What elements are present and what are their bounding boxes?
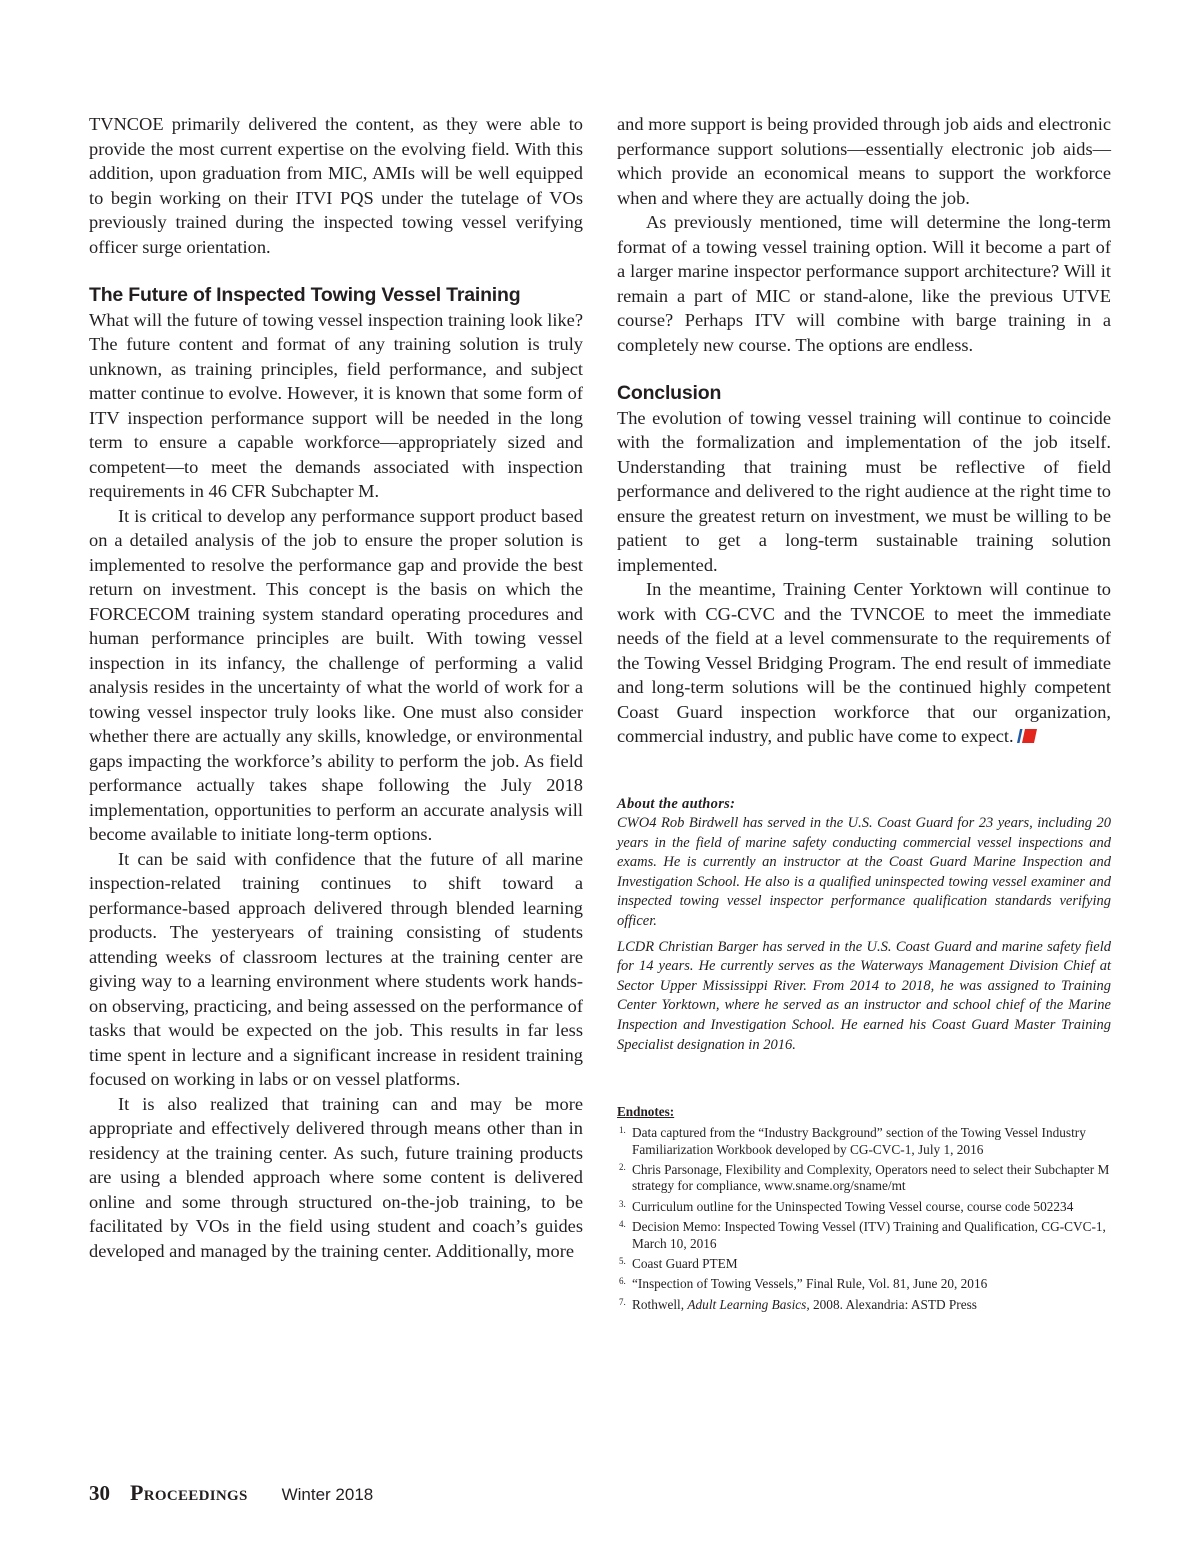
endnotes <box>617 1103 1111 1313</box>
endnote-number: 4. <box>619 1219 626 1230</box>
continued-paragraph: and more support is being provided through job aids and electronic performance support solutions—essentially electronic job aids—which provide an economical means to support the workforce when and where they are actually doing the job. <box>617 114 1111 208</box>
endnote-number: 1. <box>619 1125 626 1136</box>
endnote-text-after: 2008. Alexandria: ASTD Press <box>809 1296 977 1312</box>
future-paragraph-4: It is also realized that training can and may be more appropriate and effectively delivered through means other than in residency at the training center. As such, future training products are using a blended approach where some content is delivered online and some through structured on-the-job training, to be facilitated by VOs in the field using student and coach’s guides developed and managed by the training center. Additionally, more <box>89 1093 583 1261</box>
issue-label: Winter 2018 <box>281 1485 374 1504</box>
right-column <box>617 112 1111 1317</box>
endnotes-title: Endnotes: <box>617 1104 675 1120</box>
endnote-number: 2. <box>619 1162 626 1173</box>
about-authors-title: About the authors: <box>617 795 736 812</box>
endnote-text-before: Rothwell, <box>632 1296 688 1312</box>
endnote-number: 3. <box>619 1198 626 1209</box>
endnote-text: Chris Parsonage, Flexibility and Complexity, Operators need to select their Subchapter M strategy for compliance, www.sname.org/sname/mt <box>632 1162 1110 1194</box>
endnote-number: 6. <box>619 1276 626 1287</box>
continued-paragraph-2: As previously mentioned, time will determine the long-term format of a towing vessel training option. Will it become a part of a larger marine inspector performance support architecture? Will it remain a part of MIC or stand-alone, like the previous UTVE course? Perhaps ITV will combine with barge training in a completely new course. The options are endless. <box>617 212 1111 355</box>
about-authors <box>617 795 1111 1056</box>
endnote-text: Data captured from the “Industry Background” section of the Towing Vessel Industry Familiarization Workbook developed by CG-CVC-1, July 1, 2016 <box>632 1125 1086 1157</box>
endnote-item <box>617 1199 1111 1215</box>
future-paragraph-1: What will the future of towing vessel inspection training look like? The future content and format of any training solution is truly unknown, as training principles, field performance, and subject matter continue to evolve. However, it is known that some form of ITV inspection performance support will be needed in the long term to ensure a capable workforce—appropriately sized and competent—to meet the demands associated with inspection requirements in 46 CFR Subchapter M. <box>89 309 583 501</box>
section-heading-future: The Future of Inspected Towing Vessel Training <box>89 284 521 306</box>
endnote-text: Decision Memo: Inspected Towing Vessel (ITV) Training and Qualification, CG-CVC-1, March 10, 2016 <box>632 1219 1106 1251</box>
endnote-text: Curriculum outline for the Uninspected Towing Vessel course, course code 502234 <box>632 1198 1074 1214</box>
endnote-item <box>617 1297 1111 1313</box>
endnote-item <box>617 1219 1111 1252</box>
publication-name: Proceedings <box>130 1480 248 1505</box>
page-number: 30 <box>89 1481 110 1505</box>
endnote-text: Coast Guard PTEM <box>632 1256 738 1272</box>
endnote-text: “Inspection of Towing Vessels,” Final Rule, Vol. 81, June 20, 2016 <box>632 1276 988 1292</box>
intro-paragraph: TVNCOE primarily delivered the content, as they were able to provide the most current expertise on the evolving field. With this addition, upon graduation from MIC, AMIs will be well equipped to begin working on their ITVI PQS under the tutelage of VOs previously trained during the inspected towing vessel verifying officer surge orientation. <box>89 114 583 257</box>
author-bio-barger: LCDR Christian Barger has served in the U.S. Coast Guard and marine safety field for 14 years. He currently serves as the Waterways Management Division Chief at Sector Upper Mississippi River. From 2014 to 2018, he was assigned to Training Center Yorktown, where he served as an instructor and school chief of the Marine Inspection and Investigation School. He earned his Coast Guard Master Training Specialist designation in 2016. <box>617 938 1111 1053</box>
section-heading-conclusion: Conclusion <box>617 382 722 404</box>
left-column <box>89 112 583 1263</box>
endnote-number: 7. <box>619 1296 626 1307</box>
end-of-article-icon <box>1017 729 1037 743</box>
future-paragraph-3: It can be said with confidence that the future of all marine inspection-related training continues to shift toward a performance-based approach delivered through blended learning products. The yesteryears of training consisting of students attending weeks of classroom lectures at the training center are giving way to a learning environment where students work hands-on observing, practicing, and being assessed on the performance of tasks that would be expected on the job. This results in far less time spent in lecture and a significant increase in resident training focused on working in labs or on vessel platforms. <box>89 848 583 1089</box>
future-paragraph-2: It is critical to develop any performance support product based on a detailed analysis of the job to ensure the proper solution is implemented to resolve the performance gap and provide the best return on investment. This concept is the basis on which the FORCECOM training system standard operating procedures and human performance principles are built. With towing vessel inspection in its infancy, the challenge of performing a valid analysis resides in the uncertainty of what the world of work for a towing vessel inspector truly looks like. One must also consider whether there are actually any skills, knowledge, or environmental gaps impacting the workforce’s ability to perform the job. As field performance actually takes shape following the July 2018 implementation, opportunities to perform an accurate analysis will become available to initiate long-term options. <box>89 505 583 844</box>
conclusion-paragraph-1: The evolution of towing vessel training will continue to coincide with the formalization and implementation of the job itself. Understanding that training must be reflective of field performance and delivered to the right audience at the right time to ensure the greatest return on investment, we must be willing to be patient to get a long-term sustainable training solution implemented. <box>617 407 1111 575</box>
page-footer <box>89 1480 373 1508</box>
endnote-item <box>617 1125 1111 1158</box>
endnote-item <box>617 1276 1111 1292</box>
conclusion-paragraph-2-text: In the meantime, Training Center Yorktown will continue to work with CG-CVC and the TVNCOE to meet the immediate needs of the field at a level commensurate to the requirements of the Towing Vessel Bridging Program. The end result of immediate and long-term solutions will be the continued highly competent Coast Guard inspection workforce that our organization, commercial industry, and public have come to expect. <box>617 579 1111 746</box>
endnote-book-title: Adult Learning Basics, <box>687 1296 810 1312</box>
author-bio-birdwell: CWO4 Rob Birdwell has served in the U.S. Coast Guard for 23 years, including 20 years in the field of marine safety conducting commercial vessel inspections and exams. He is currently an instructor at the Coast Guard Marine Inspection and Investigation School. He also is a qualified uninspected towing vessel examiner and inspected towing vessel inspector performance qualification standards verifying officer. <box>617 815 1111 930</box>
endnote-number: 5. <box>619 1256 626 1267</box>
endnote-item <box>617 1162 1111 1195</box>
end-mark-blue-stripe <box>1017 729 1023 743</box>
conclusion-paragraph-2 <box>617 577 1111 749</box>
endnote-item <box>617 1256 1111 1272</box>
end-mark-red-block <box>1022 729 1037 743</box>
